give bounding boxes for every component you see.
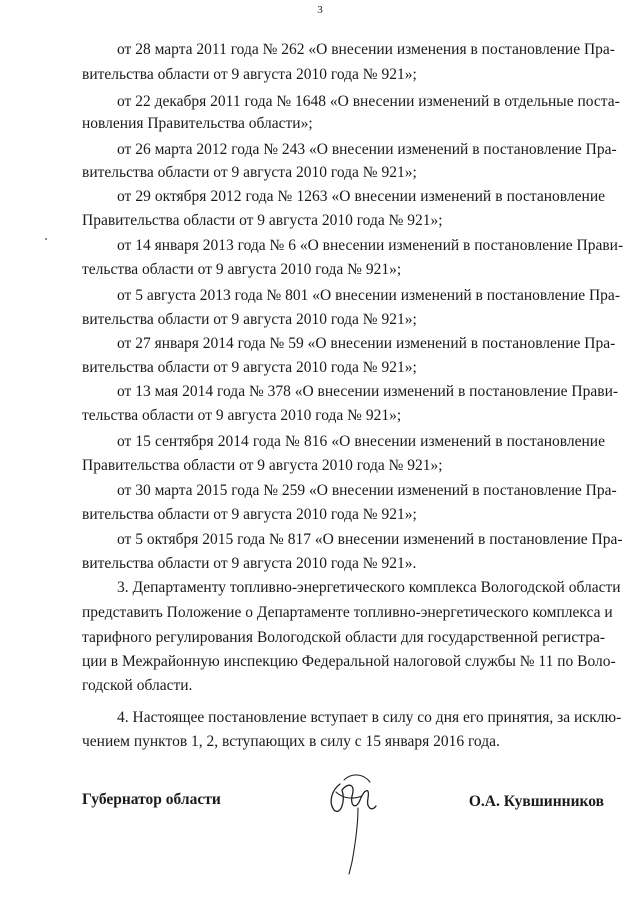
text-line: вительства области от 9 августа 2010 года № 921»; xyxy=(82,506,417,523)
text-line: 3. Департаменту топливно-энергетического комплекса Вологодской области xyxy=(117,579,621,596)
text-line: 4. Настоящее постановление вступает в силу со дня его принятия, за исклю- xyxy=(117,709,622,726)
text-line: ции в Межрайонную инспекцию Федеральной налоговой службы № 11 по Воло- xyxy=(82,653,616,670)
text-line: от 15 сентября 2014 года № 816 «О внесении изменений в постановление xyxy=(117,433,605,450)
text-line: вительства области от 9 августа 2010 года № 921». xyxy=(82,555,417,572)
text-line: от 27 января 2014 года № 59 «О внесении изменений в постановление Пра- xyxy=(117,335,616,352)
text-line: тельства области от 9 августа 2010 года № 921»; xyxy=(82,407,402,424)
text-line: от 30 марта 2015 года № 259 «О внесении изменений в постановление Пра- xyxy=(117,482,617,499)
text-line: представить Положение о Департаменте топливно-энергетического комплекса и xyxy=(82,604,613,621)
signatory-name: О.А. Кувшинников xyxy=(468,793,604,810)
text-line: от 13 мая 2014 года № 378 «О внесении изменений в постановление Прави- xyxy=(117,383,619,400)
text-line: от 5 августа 2013 года № 801 «О внесении изменений в постановление Пра- xyxy=(117,287,620,304)
text-line: от 14 января 2013 года № 6 «О внесении изменений в постановление Прави- xyxy=(117,237,624,254)
signatory-position: Губернатор области xyxy=(82,791,221,808)
text-line: от 5 октября 2015 года № 817 «О внесении изменений в постановление Пра- xyxy=(117,531,623,548)
page-number: 3 xyxy=(317,4,323,16)
text-line: Правительства области от 9 августа 2010 года № 921»; xyxy=(82,212,443,229)
text-line: тельства области от 9 августа 2010 года № 921»; xyxy=(82,261,402,278)
text-line: от 26 марта 2012 года № 243 «О внесении изменений в постановление Пра- xyxy=(117,141,617,158)
text-line: от 29 октября 2012 года № 1263 «О внесении изменений в постановление xyxy=(117,188,605,205)
text-line: от 22 декабря 2011 года № 1648 «О внесении изменений в отдельные поста- xyxy=(117,93,620,110)
text-line: Правительства области от 9 августа 2010 года № 921»; xyxy=(82,457,443,474)
text-line: от 28 марта 2011 года № 262 «О внесении изменения в постановление Пра- xyxy=(117,41,615,58)
scan-speck xyxy=(45,238,47,240)
text-line: вительства области от 9 августа 2010 года № 921»; xyxy=(82,359,417,376)
text-line: вительства области от 9 августа 2010 года № 921»; xyxy=(82,66,417,83)
text-line: вительства области от 9 августа 2010 года № 921»; xyxy=(82,311,417,328)
text-line: чением пунктов 1, 2, вступающих в силу с 15 января 2016 года. xyxy=(82,733,500,750)
text-line: годской области. xyxy=(82,677,193,694)
handwritten-signature xyxy=(322,762,382,877)
text-line: вительства области от 9 августа 2010 года № 921»; xyxy=(82,164,417,181)
text-line: новления Правительства области»; xyxy=(82,115,313,132)
text-line: тарифного регулирования Вологодской области для государственной регистра- xyxy=(82,629,605,646)
